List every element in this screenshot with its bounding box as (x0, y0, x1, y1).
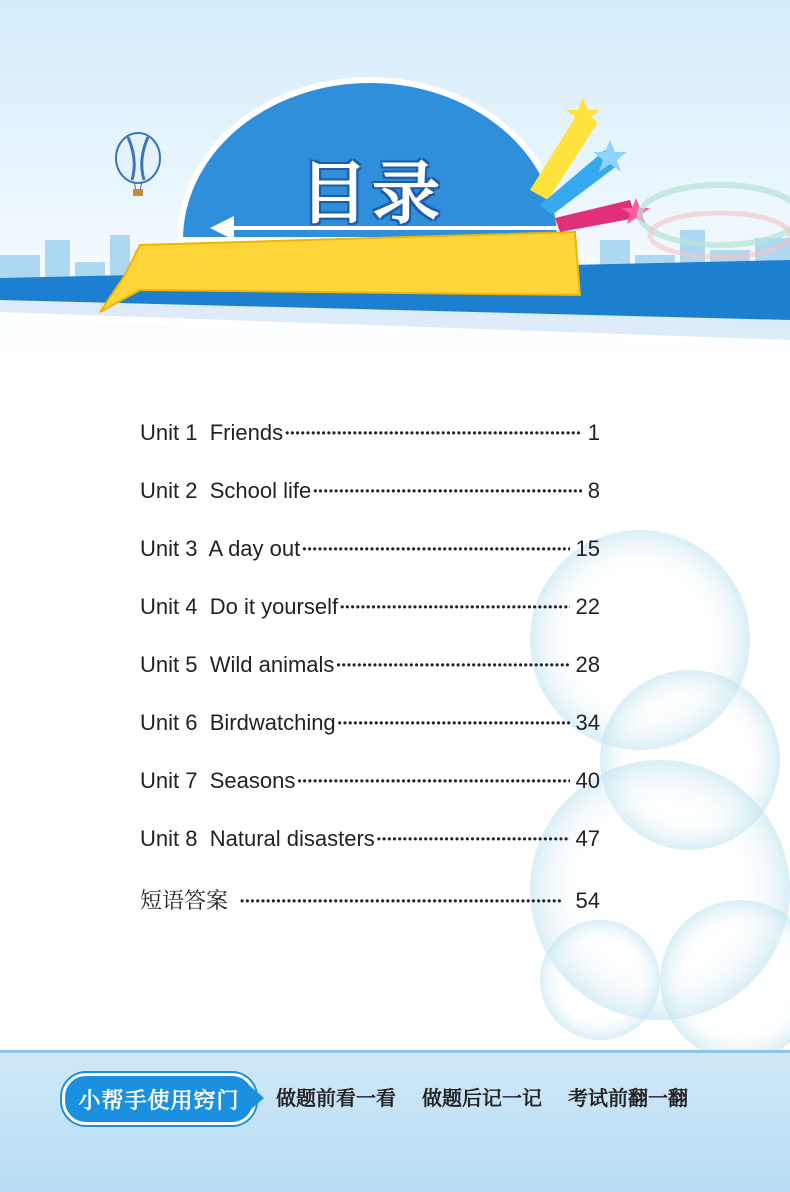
toc-unit-label: Unit 4 (140, 594, 198, 619)
toc-title: Seasons (209, 768, 296, 793)
toc-unit-label: Unit 7 (140, 768, 198, 793)
toc-page-number: 47 (575, 826, 600, 851)
leader-dots (313, 478, 582, 504)
leader-dots (302, 536, 569, 562)
toc-title: Wild animals (209, 652, 335, 677)
toc-title: School life (209, 478, 312, 503)
toc-page-number: 8 (587, 478, 600, 503)
toc-page-number: 28 (575, 652, 600, 677)
table-of-contents (140, 420, 600, 942)
toc-unit-label: Unit 3 (140, 536, 198, 561)
tip-text: 做题后记一记 (422, 1086, 542, 1110)
toc-entry[interactable] (140, 826, 600, 884)
toc-page-number: 22 (575, 594, 600, 619)
toc-entry[interactable] (140, 594, 600, 652)
toc-page-number: 54 (575, 888, 600, 913)
toc-title: Natural disasters (209, 826, 375, 851)
leader-dots (297, 768, 569, 794)
toc-entry[interactable] (140, 536, 600, 594)
toc-unit-label: Unit 1 (140, 420, 198, 445)
toc-unit-label: Unit 5 (140, 652, 198, 677)
leader-dots (338, 710, 570, 736)
leader-dots (240, 888, 570, 914)
toc-page-number: 15 (575, 536, 600, 561)
leader-dots (336, 652, 569, 678)
toc-title: A day out (208, 536, 301, 561)
leader-dots (340, 594, 569, 620)
toc-page-number: 34 (575, 710, 600, 735)
toc-entry[interactable] (140, 478, 600, 536)
leader-dots (285, 420, 582, 446)
toc-title: Friends (209, 420, 284, 445)
arrow-right-icon (250, 1086, 264, 1110)
toc-page-number: 40 (575, 768, 600, 793)
toc-entry[interactable] (140, 710, 600, 768)
toc-entry[interactable] (140, 652, 600, 710)
page-title: 目录 (300, 155, 445, 234)
helper-tips-badge: 小帮手使用窍门 (62, 1073, 256, 1125)
toc-unit-label: Unit 6 (140, 710, 198, 735)
toc-entry[interactable] (140, 420, 600, 478)
toc-entry[interactable] (140, 768, 600, 826)
toc-page-number: 1 (587, 420, 600, 445)
toc-unit-label: 短语答案 (140, 888, 229, 913)
toc-unit-label: Unit 8 (140, 826, 198, 851)
toc-title: Birdwatching (209, 710, 336, 735)
toc-entry[interactable] (140, 884, 600, 942)
leader-dots (377, 826, 570, 852)
tip-text: 考试前翻一翻 (568, 1086, 688, 1110)
tip-text: 做题前看一看 (276, 1086, 396, 1110)
toc-unit-label: Unit 2 (140, 478, 198, 503)
toc-title: Do it yourself (209, 594, 339, 619)
footer-tips (276, 1082, 688, 1111)
